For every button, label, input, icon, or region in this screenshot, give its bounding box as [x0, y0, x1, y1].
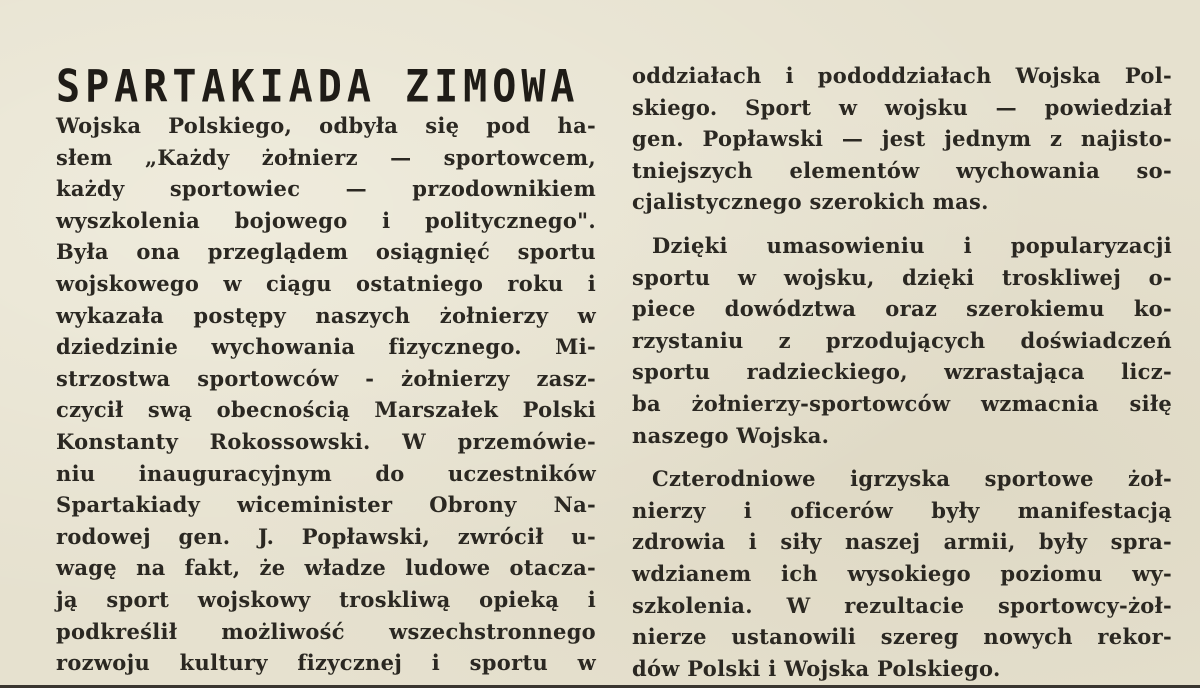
text-line: Wojska Polskiego, odbyła się pod ha- — [56, 113, 596, 138]
text-line: naszego Wojska. — [632, 422, 830, 448]
text-line: rozwoju kultury fizycznej i sportu w — [56, 650, 596, 676]
text-line: wykazała postępy naszych żołnierzy w — [56, 302, 596, 328]
paragraph-gap — [632, 451, 1172, 463]
text-line: skiego. Sport w wojsku — powiedział — [632, 94, 1172, 120]
paragraph-1 — [632, 60, 1172, 218]
paragraph-3 — [632, 463, 1172, 684]
text-line: dów Polski i Wojska Polskiego. — [632, 655, 1001, 681]
text-line: nierze ustanowili szereg nowych rekor- — [632, 624, 1172, 650]
text-line: każdy sportowiec — przodownikiem — [56, 176, 596, 202]
left-column-text — [56, 110, 596, 679]
text-line: Spartakiady wiceminister Obrony Na- — [56, 492, 596, 518]
paragraph-2 — [632, 230, 1172, 451]
text-line: sportu w wojsku, dzięki troskliwej o- — [632, 264, 1172, 290]
headline: SPARTAKIADA ZIMOWA — [56, 61, 580, 113]
text-line: czycił swą obecnością Marszałek Polski — [56, 397, 596, 423]
text-line: Konstanty Rokossowski. W przemówie- — [56, 428, 596, 454]
text-line: sportu radzieckiego, wzrastająca licz- — [632, 359, 1172, 385]
text-line: oddziałach i pododdziałach Wojska Pol- — [632, 63, 1172, 88]
text-line: niu inauguracyjnym do uczestników — [56, 460, 596, 486]
text-line: rzystaniu z przodujących doświadczeń — [632, 327, 1172, 353]
text-line: piece dowództwa oraz szerokiemu ko- — [632, 296, 1172, 322]
text-line: wojskowego w ciągu ostatniego roku i — [56, 270, 596, 296]
text-line: dziedzinie wychowania fizycznego. Mi- — [56, 334, 596, 360]
text-line: ba żołnierzy-sportowców wzmacnia siłę — [632, 390, 1172, 416]
text-line: podkreślił możliwość wszechstronnego — [56, 618, 596, 644]
text-line: Czterodniowe igrzyska sportowe żoł- — [652, 466, 1172, 492]
text-line: rodowej gen. J. Popławski, zwrócił u- — [56, 523, 596, 549]
text-line: strzostwa sportowców - żołnierzy zasz- — [56, 365, 596, 391]
text-line: szkolenia. W rezultacie sportowcy-żoł- — [632, 592, 1172, 618]
text-line: wagę na fakt, że władze ludowe otacza- — [56, 555, 596, 581]
text-line: nierzy i oficerów były manifestacją — [632, 497, 1172, 523]
text-line: gen. Popławski — jest jednym z najisto- — [632, 126, 1172, 152]
text-line: wyszkolenia bojowego i politycznego". — [56, 207, 596, 233]
left-column — [56, 58, 596, 679]
text-line: Była ona przeglądem osiągnięć sportu — [56, 239, 596, 265]
right-column — [632, 60, 1172, 684]
paragraph-gap — [632, 218, 1172, 230]
text-line: ją sport wojskowy troskliwą opieką i — [56, 586, 596, 612]
text-line: zdrowia i siły naszej armii, były spra- — [632, 529, 1172, 555]
text-line: wdzianem ich wysokiego poziomu wy- — [632, 560, 1172, 586]
text-line: Dzięki umasowieniu i popularyzacji — [652, 232, 1172, 258]
text-line: słem „Każdy żołnierz — sportowcem, — [56, 144, 596, 170]
text-line: tniejszych elementów wychowania so- — [632, 157, 1172, 183]
text-line: cjalistycznego szerokich mas. — [632, 189, 989, 215]
